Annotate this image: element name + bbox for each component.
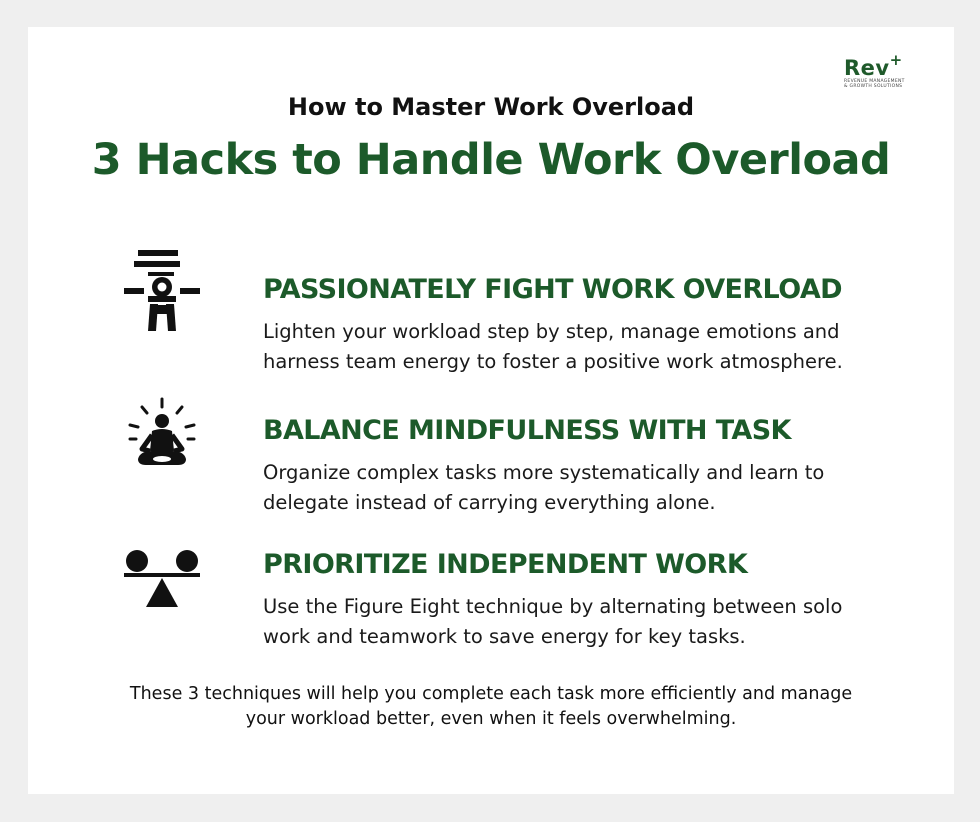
hack-heading: PASSIONATELY FIGHT WORK OVERLOAD: [263, 274, 842, 305]
footer-summary: These 3 techniques will help you complete each task more efficiently and manage your workload better, even when it feels overwhelming.: [129, 684, 853, 729]
hack-heading: PRIORITIZE INDEPENDENT WORK: [263, 549, 748, 580]
page-title: 3 Hacks to Handle Work Overload: [91, 135, 891, 185]
balancing-blocks-person-icon: [120, 247, 204, 331]
hack-description: Organize complex tasks more systematically and learn to delegate instead of carrying everything alone.: [263, 461, 825, 514]
rev-plus-logo: [844, 51, 924, 89]
logo-tagline: REVENUE MANAGEMENT & GROWTH SOLUTIONS: [844, 79, 905, 89]
meditation-icon: [120, 393, 204, 477]
hack-description: Lighten your workload step by step, manage emotions and harness team energy to foster a positive work atmosphere.: [263, 320, 843, 373]
hack-heading: BALANCE MINDFULNESS WITH TASK: [263, 415, 791, 446]
seesaw-balance-icon: [120, 531, 204, 615]
hack-description: Use the Figure Eight technique by alternating between solo work and teamwork to save energy for key tasks.: [263, 595, 843, 648]
page-subtitle: How to Master Work Overload: [287, 93, 695, 121]
logo-mark: Rev+: [844, 51, 903, 80]
infographic-card: [28, 27, 954, 794]
